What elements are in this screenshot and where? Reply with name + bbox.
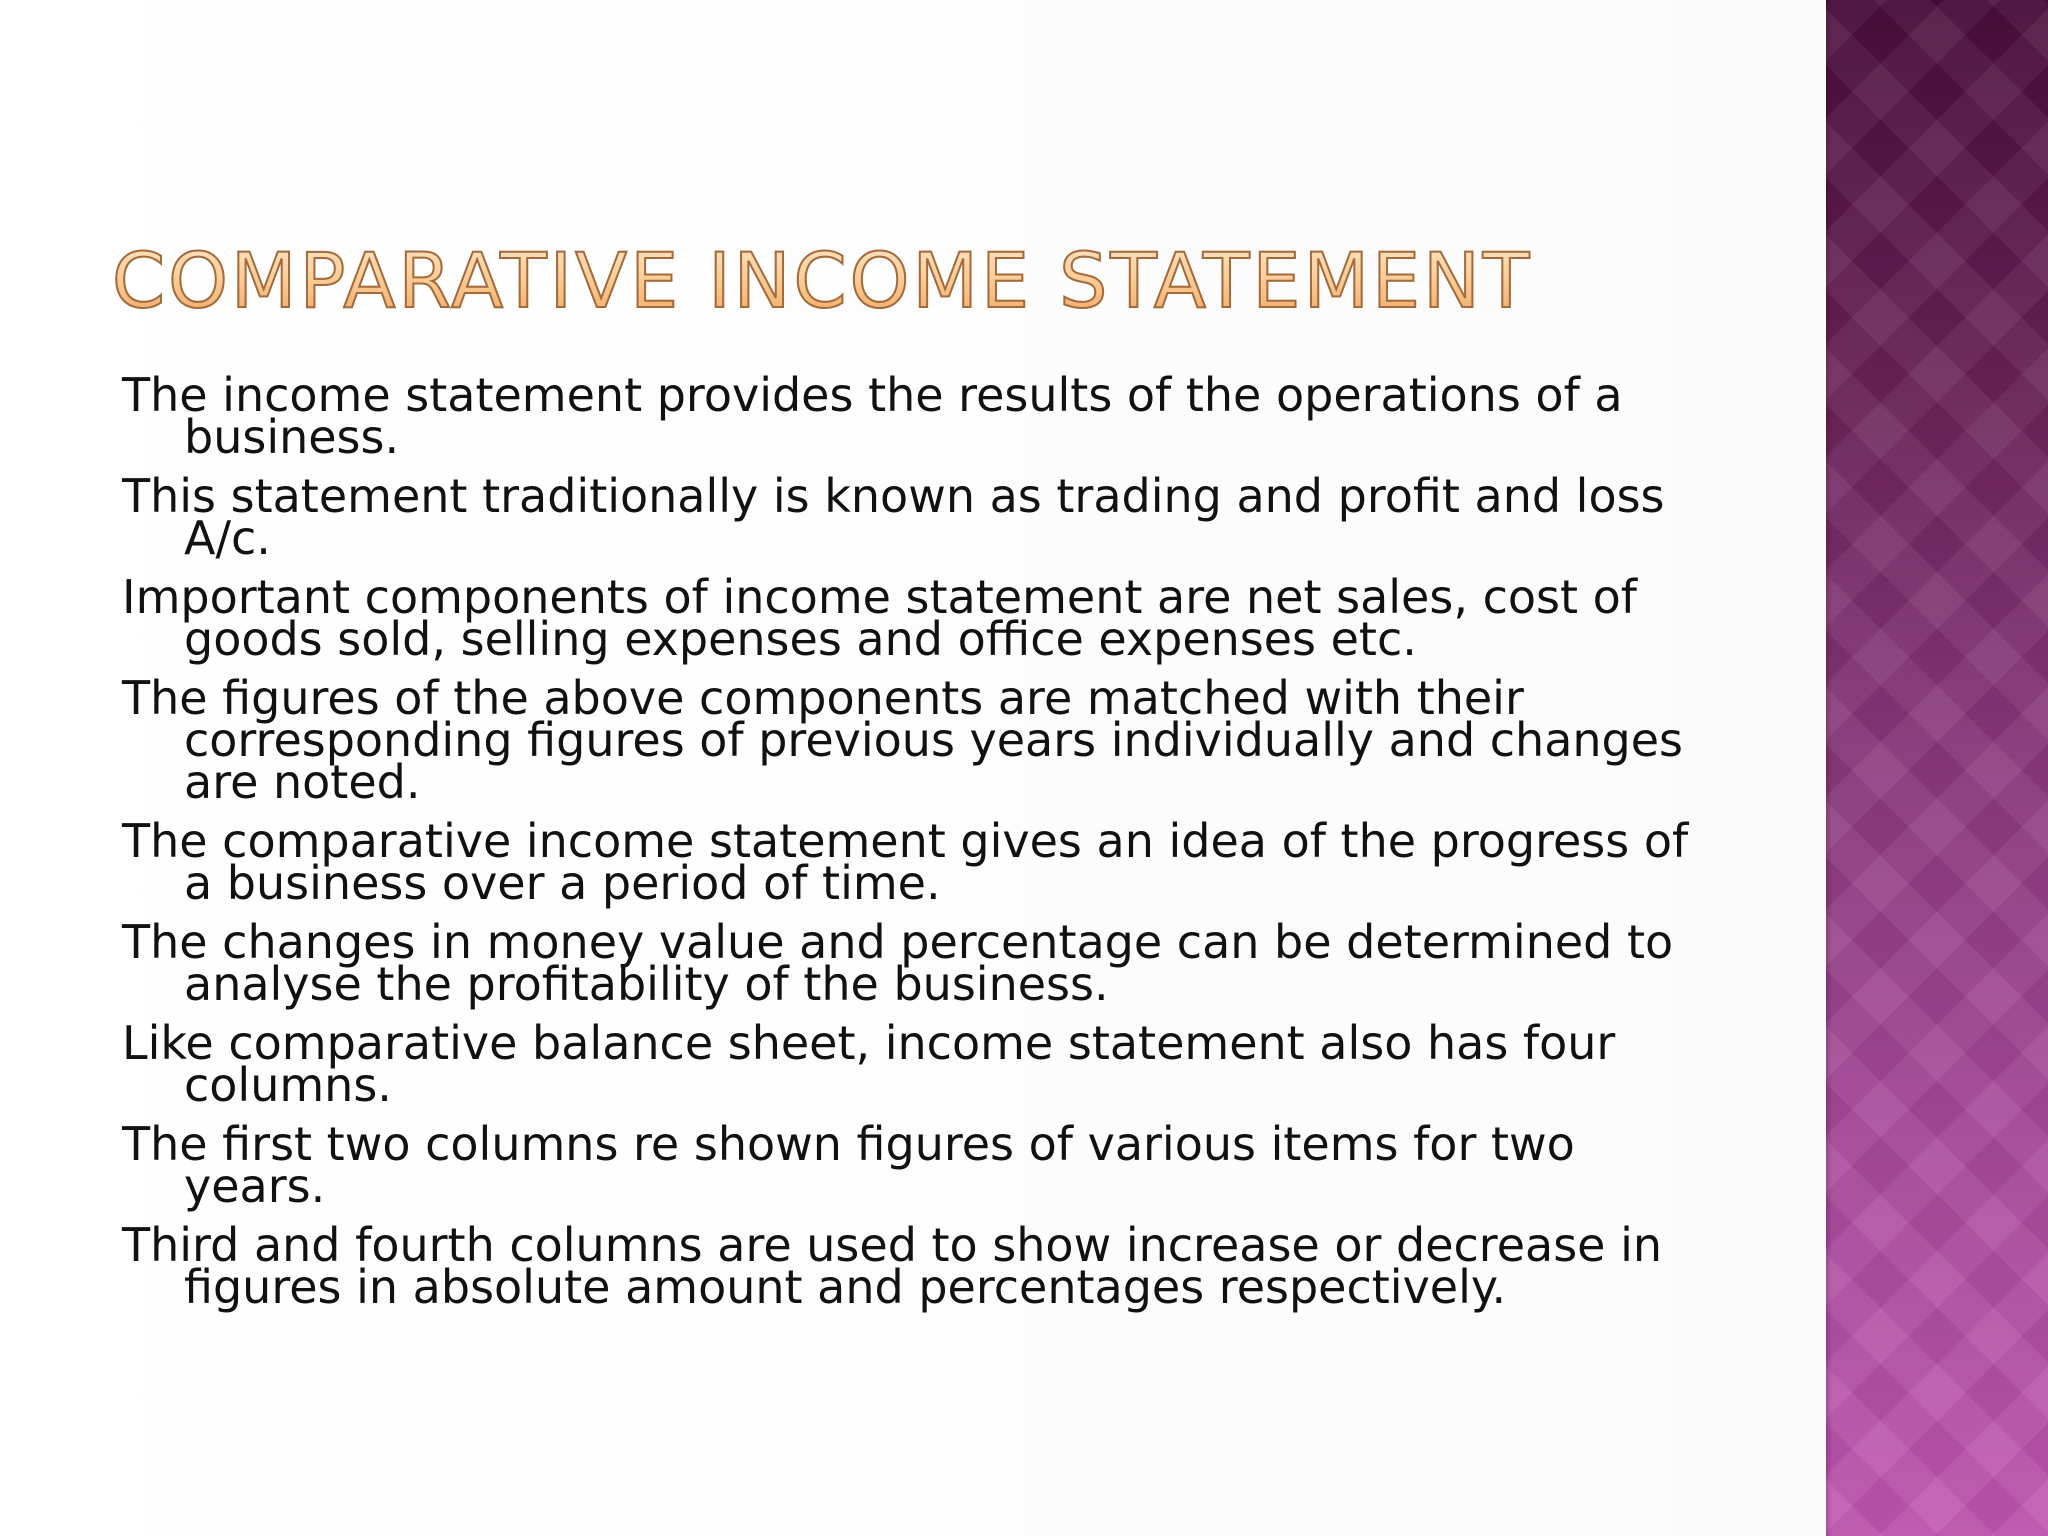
bullet-item: Like comparative balance sheet, income statement also has four columns. <box>122 1016 1616 1112</box>
side-band-edge <box>1826 0 1832 1536</box>
bullet-item: The first two columns re shown figures of various items for two years. <box>122 1117 1575 1213</box>
slide-title: COMPARATIVE INCOME STATEMENT <box>112 236 1533 325</box>
bullet-list <box>122 368 1722 1325</box>
bullet-item: The income statement provides the results of the operations of a business. <box>122 368 1623 464</box>
bullet-item: This statement traditionally is known as trading and profit and loss A/c. <box>122 469 1665 565</box>
decorative-side-band <box>1826 0 2048 1536</box>
bullet-item: The changes in money value and percentage can be determined to analyse the profitability of the business. <box>122 915 1674 1011</box>
bullet-item: Important components of income statement are net sales, cost of goods sold, selling expenses and office expenses etc. <box>122 570 1637 666</box>
bullet-item: The figures of the above components are matched with their corresponding figures of previous years individually and changes are noted. <box>122 671 1684 809</box>
bullet-item: The comparative income statement gives an idea of the progress of a business over a period of time. <box>122 814 1689 910</box>
bullet-item: Third and fourth columns are used to show increase or decrease in figures in absolute amount and percentages respectively. <box>122 1218 1663 1314</box>
